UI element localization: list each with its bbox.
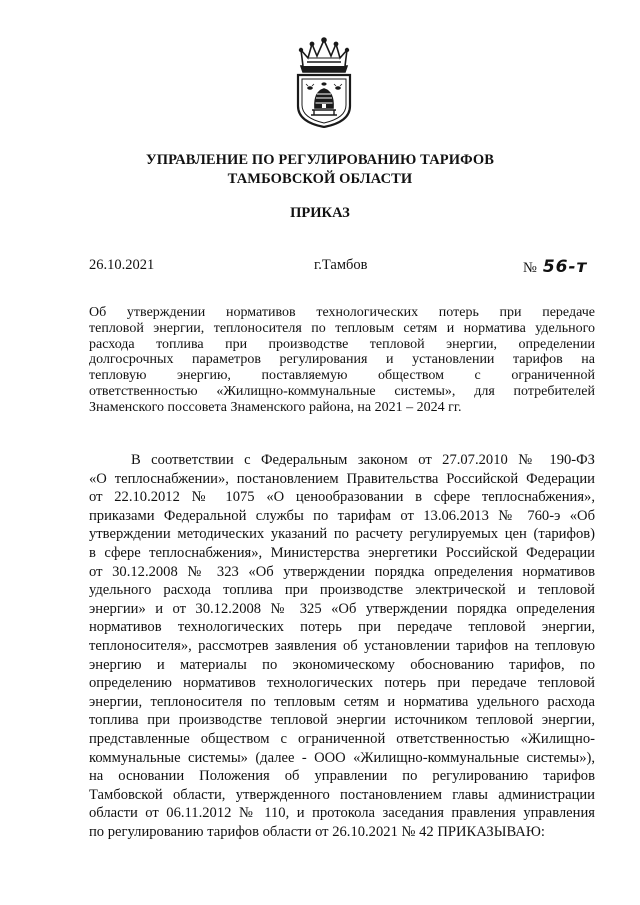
body-line: приказами Федеральной службы по тарифам от 13.06.2013 № 760-э «Об	[89, 507, 595, 524]
subject-line: тепловую энергию, поставляемую обществом с ограниченной	[89, 368, 595, 384]
tambov-coat-of-arms-icon	[293, 36, 355, 128]
subject-line: долгосрочных параметров регулирования и установлении тарифов на	[89, 352, 595, 368]
body-line: удельного расхода топлива при производстве электрической и тепловой	[89, 582, 595, 599]
subject-line: Об утверждении нормативов технологических потерь при передаче	[89, 305, 595, 320]
organization-title-line2: ТАМБОВСКОЙ ОБЛАСТИ	[227, 171, 413, 187]
document-meta-row	[89, 256, 589, 278]
body-line: коммунальные системы» (далее - ООО «Жилищно-коммунальные системы»),	[89, 749, 595, 766]
subject-line: тепловой энергии, теплоносителя по тепловым сетям и норматива удельного	[89, 320, 595, 336]
body-line: нормативов технологических потерь при передаче тепловой энергии,	[89, 619, 595, 636]
body-line: «О теплоснабжении», постановлением Правительства Российской Федерации	[89, 470, 595, 487]
document-body	[89, 451, 595, 841]
body-line: утверждении методических указаний по расчету регулируемых цен (тарифов)	[89, 526, 595, 543]
body-line: от 30.12.2008 № 323 «Об утверждении порядка определения нормативов	[89, 563, 595, 580]
subject-line: расхода топлива при производстве тепловой энергии, определении	[89, 336, 595, 352]
document-type-heading: ПРИКАЗ	[290, 205, 350, 221]
document-city: г.Тамбов	[314, 257, 368, 273]
subject-line: Знаменского поссовета Знаменского района, на 2021 – 2024 гг.	[89, 399, 462, 415]
body-line: теплоносителя», рассмотрев заявления об установлении тарифов на тепловую	[89, 637, 595, 654]
body-line: В соответствии с Федеральным законом от 27.07.2010 № 190-ФЗ	[131, 452, 595, 468]
subject-line: ответственностью «Жилищно-коммунальные системы», для потребителей	[89, 383, 595, 399]
body-line: от 22.10.2012 № 1075 «О ценообразовании в сфере теплоснабжения»,	[89, 489, 595, 506]
body-line: области от 06.11.2012 № 110, и протокола заседания правления управления	[89, 805, 595, 822]
body-line: определению нормативов технологических потерь при передаче тепловой	[89, 675, 595, 692]
body-line: на основании Положения об управлении по регулированию тарифов	[89, 768, 595, 785]
document-date: 26.10.2021	[89, 257, 155, 273]
document-number-value: 56-т	[542, 257, 588, 277]
document-number-label: №	[523, 260, 537, 276]
body-line: представленные обществом с ограниченной ответственностью «Жилищно-	[89, 730, 595, 747]
document-subject	[89, 305, 595, 416]
body-line: по регулированию тарифов области от 26.10.2021 № 42 ПРИКАЗЫВАЮ:	[89, 823, 545, 840]
document-number	[523, 257, 587, 277]
body-line: энергию и материалы по экономическому обоснованию тарифов, по	[89, 656, 595, 673]
body-line: Тамбовской области, утвержденного постановлением главы администрации	[89, 786, 595, 803]
body-line: энергии» и от 30.12.2008 № 325 «Об утверждении порядка определения	[89, 600, 595, 617]
organization-title-line1: УПРАВЛЕНИЕ ПО РЕГУЛИРОВАНИЮ ТАРИФОВ	[145, 152, 495, 168]
body-line: топлива при производстве тепловой энергии источником тепловой энергии,	[89, 712, 595, 729]
body-line: в сфере теплоснабжения», Министерства энергетики Российской Федерации	[89, 544, 595, 561]
body-line: энергии, теплоносителя по тепловым сетям и норматива удельного расхода	[89, 693, 595, 710]
